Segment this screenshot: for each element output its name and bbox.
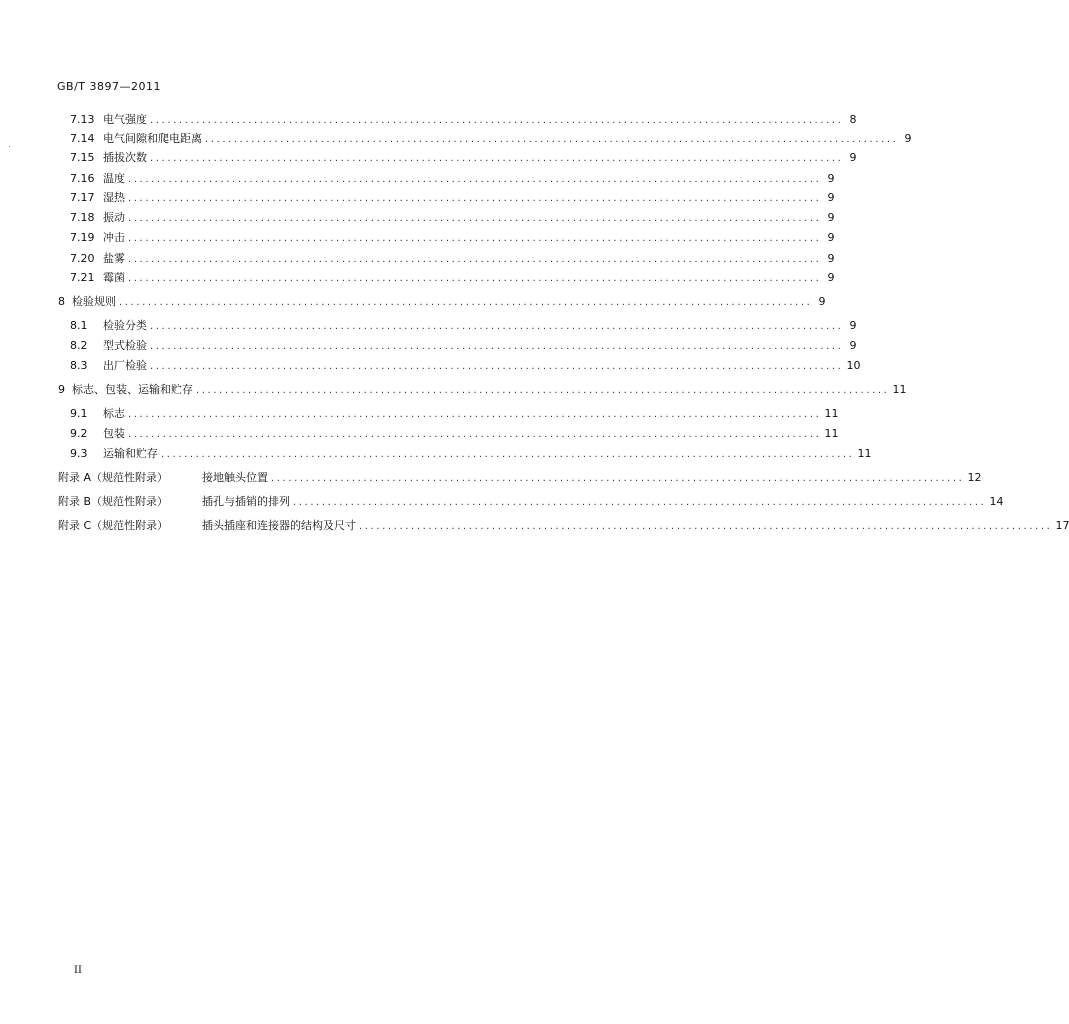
toc-entry-number: 7.17 (70, 191, 95, 204)
dot-leader: ........................................................................................................................ (205, 134, 899, 145)
toc-entry-title: 运输和贮存 (103, 447, 158, 460)
dot-leader: ........................................................................................................................ (128, 254, 822, 265)
toc-entry-number: 8.1 (70, 319, 88, 332)
toc-entry-title: 盐雾 (103, 252, 125, 265)
toc-entry[interactable] (70, 446, 872, 462)
toc-entry-title: 电气间隙和爬电距离 (103, 132, 202, 145)
toc-entry-number: 7.20 (70, 252, 95, 265)
toc-entry[interactable] (70, 270, 835, 286)
toc-entry-number: 9 (58, 383, 65, 396)
scan-speck (9, 146, 10, 147)
toc-entry[interactable] (70, 190, 835, 206)
toc-entry-page: 14 (989, 495, 1004, 508)
toc-entry[interactable] (58, 382, 907, 398)
toc-entry-page: 8 (849, 113, 857, 126)
toc-entry[interactable] (58, 470, 982, 486)
toc-entry-title: 包装 (103, 427, 125, 440)
toc-entry-page: 9 (827, 252, 835, 265)
toc-entry-page: 9 (827, 211, 835, 224)
toc-entry[interactable] (70, 251, 835, 267)
toc-entry-page: 9 (849, 151, 857, 164)
toc-entry-page: 11 (824, 407, 839, 420)
toc-entry-number: 9.1 (70, 407, 88, 420)
toc-entry[interactable] (70, 318, 857, 334)
toc-entry-title: 标志 (103, 407, 125, 420)
toc-entry[interactable] (70, 230, 835, 246)
toc-entry-title: 插拔次数 (103, 151, 147, 164)
dot-leader: ........................................................................................................................ (196, 385, 890, 396)
dot-leader: ........................................................................................................................ (128, 273, 822, 284)
toc-entry-number: 附录 C（规范性附录） (58, 519, 169, 532)
toc-entry-number: 附录 B（规范性附录） (58, 495, 169, 508)
toc-entry-page: 11 (857, 447, 872, 460)
toc-entry-page: 9 (849, 339, 857, 352)
toc-entry[interactable] (70, 426, 839, 442)
toc-entry-page: 9 (849, 319, 857, 332)
toc-entry-number: 7.16 (70, 172, 95, 185)
toc-entry-title: 型式检验 (103, 339, 147, 352)
toc-entry-number: 8.2 (70, 339, 88, 352)
dot-leader: ........................................................................................................................ (150, 115, 844, 126)
toc-entry-title: 霉菌 (103, 271, 125, 284)
dot-leader: ........................................................................................................................ (128, 409, 822, 420)
toc-entry-number: 7.18 (70, 211, 95, 224)
toc-entry[interactable] (58, 518, 1069, 534)
toc-entry-number: 7.13 (70, 113, 95, 126)
toc-entry-number: 8 (58, 295, 65, 308)
dot-leader: ........................................................................................................................ (150, 321, 844, 332)
toc-entry-number: 9.3 (70, 447, 88, 460)
toc-entry-page: 9 (827, 172, 835, 185)
toc-entry-number: 9.2 (70, 427, 88, 440)
document-code: GB/T 3897—2011 (57, 80, 161, 93)
toc-entry-number: 7.15 (70, 151, 95, 164)
toc-entry-page: 9 (827, 191, 835, 204)
toc-entry[interactable] (58, 494, 1004, 510)
toc-entry-number: 7.21 (70, 271, 95, 284)
dot-leader: ........................................................................................................................ (119, 297, 813, 308)
toc-entry-title: 振动 (103, 211, 125, 224)
toc-entry-page: 10 (846, 359, 861, 372)
dot-leader: ........................................................................................................................ (359, 521, 1053, 532)
dot-leader: ........................................................................................................................ (128, 193, 822, 204)
toc-entry[interactable] (70, 338, 857, 354)
toc-entry-page: 17 (1055, 519, 1069, 532)
toc-entry-page: 9 (827, 231, 835, 244)
toc-entry-page: 11 (824, 427, 839, 440)
dot-leader: ........................................................................................................................ (128, 429, 822, 440)
toc-entry-title: 出厂检验 (103, 359, 147, 372)
toc-entry-number: 7.19 (70, 231, 95, 244)
toc-entry-title: 标志、包装、运输和贮存 (72, 383, 193, 396)
toc-entry[interactable] (70, 171, 835, 187)
toc-entry[interactable] (70, 112, 857, 128)
toc-entry[interactable] (70, 358, 861, 374)
toc-entry-number: 附录 A（规范性附录） (58, 471, 169, 484)
toc-entry-title: 电气强度 (103, 113, 147, 126)
dot-leader: ........................................................................................................................ (293, 497, 987, 508)
toc-entry-page: 11 (892, 383, 907, 396)
toc-entry[interactable] (70, 406, 839, 422)
toc-entry[interactable] (70, 131, 912, 147)
toc-entry[interactable] (70, 210, 835, 226)
dot-leader: ........................................................................................................................ (128, 174, 822, 185)
dot-leader: ........................................................................................................................ (161, 449, 855, 460)
page-number: II (74, 965, 82, 976)
toc-entry-title: 检验规则 (72, 295, 116, 308)
toc-entry-page: 9 (904, 132, 912, 145)
toc-entry-title: 接地触头位置 (202, 471, 268, 484)
toc-entry-title: 插孔与插销的排列 (202, 495, 290, 508)
toc-entry-number: 8.3 (70, 359, 88, 372)
toc-entry-number: 7.14 (70, 132, 95, 145)
toc-entry[interactable] (58, 294, 826, 310)
dot-leader: ........................................................................................................................ (150, 341, 844, 352)
dot-leader: ........................................................................................................................ (128, 213, 822, 224)
toc-entry-title: 插头插座和连接器的结构及尺寸 (202, 519, 356, 532)
toc-entry-title: 湿热 (103, 191, 125, 204)
toc-entry-title: 检验分类 (103, 319, 147, 332)
toc-entry-title: 温度 (103, 172, 125, 185)
dot-leader: ........................................................................................................................ (271, 473, 965, 484)
toc-entry-page: 9 (827, 271, 835, 284)
dot-leader: ........................................................................................................................ (150, 361, 844, 372)
toc-entry-page: 9 (818, 295, 826, 308)
toc-entry[interactable] (70, 150, 857, 166)
dot-leader: ........................................................................................................................ (150, 153, 844, 164)
dot-leader: ........................................................................................................................ (128, 233, 822, 244)
toc-entry-page: 12 (967, 471, 982, 484)
toc-entry-title: 冲击 (103, 231, 125, 244)
